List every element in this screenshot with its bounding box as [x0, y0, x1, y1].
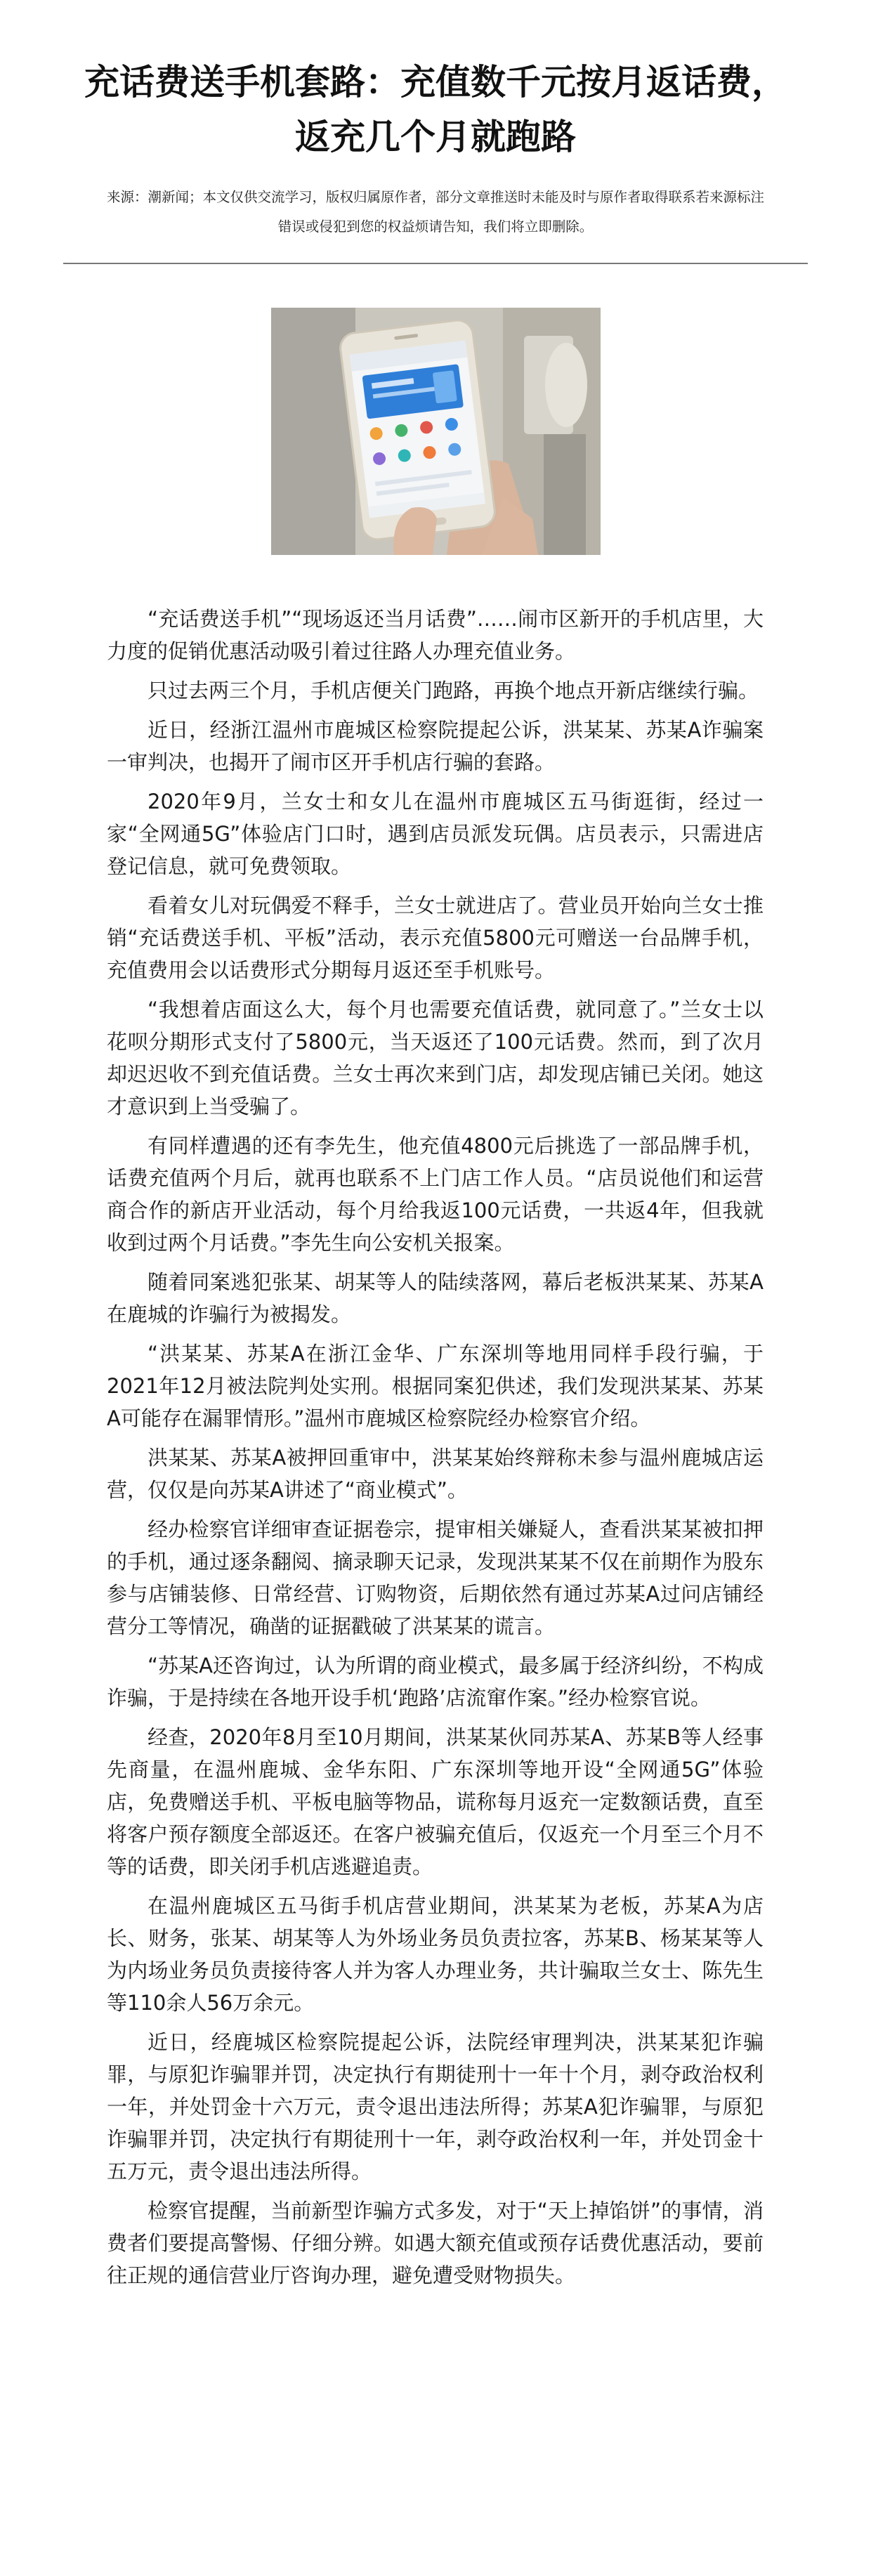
paragraph: 检察官提醒，当前新型诈骗方式多发，对于“天上掉馅饼”的事情，消费者们要提高警惕、仔细分辨。如遇大额充值或预存话费优惠活动，要前往正规的通信营业厅咨询办理，避免遭受财物损失。 [107, 2199, 764, 2287]
paragraph: 只过去两三个月，手机店便关门跑路，再换个地点开新店继续行骗。 [148, 679, 759, 702]
paragraph: 2020年9月，兰女士和女儿在温州市鹿城区五马街逛街，经过一家“全网通5G”体验店门口时，遇到店员派发玩偶。店员表示，只需进店登记信息，就可免费领取。 [107, 790, 764, 878]
phone-in-hand-illustration [271, 308, 601, 555]
paragraph: 近日，经鹿城区检察院提起公诉，法院经审理判决，洪某某犯诈骗罪，与原犯诈骗罪并罚，决定执行有期徒刑十一年十个月，剥夺政治权利一年，并处罚金十六万元，责令退出违法所得；苏某A犯诈骗罪，与原犯诈骗罪并罚，决定执行有期徒刑十一年，剥夺政治权利一年，并处罚金十五万元，责令退出违法所得。 [107, 2030, 764, 2183]
paragraph: “我想着店面这么大，每个月也需要充值话费，就同意了。”兰女士以花呗分期形式支付了5800元，当天返还了100元话费。然而，到了次月却迟迟收不到充值话费。兰女士再次来到门店，却发现店铺已关闭。她这才意识到上当受骗了。 [107, 998, 764, 1118]
paragraph: 近日，经浙江温州市鹿城区检察院提起公诉，洪某某、苏某A诈骗案一审判决，也揭开了闹市区开手机店行骗的套路。 [107, 718, 764, 774]
paragraph: “充话费送手机”“现场返还当月话费”……闹市区新开的手机店里，大力度的促销优惠活动吸引着过往路人办理充值业务。 [107, 607, 764, 663]
paragraph: 经办检察官详细审查证据卷宗，提审相关嫌疑人，查看洪某某被扣押的手机，通过逐条翻阅、摘录聊天记录，发现洪某某不仅在前期作为股东参与店铺装修、日常经营、订购物资，后期依然有通过苏某A过问店铺经营分工等情况，确凿的证据戳破了洪某某的谎言。 [107, 1517, 764, 1638]
article-photo [271, 308, 601, 555]
paragraph: 在温州鹿城区五马街手机店营业期间，洪某某为老板，苏某A为店长、财务，张某、胡某等人为外场业务员负责拉客，苏某B、杨某某等人为内场业务员负责接待客人并为客人办理业务，共计骗取兰女士、陈先生等110余人56万余元。 [107, 1894, 764, 2015]
title-divider [63, 263, 808, 264]
paragraph: 看着女儿对玩偶爱不释手，兰女士就进店了。营业员开始向兰女士推销“充话费送手机、平板”活动，表示充值5800元可赠送一台品牌手机，充值费用会以话费形式分期每月返还至手机账号。 [107, 894, 764, 982]
article-title: 充话费送手机套路：充值数千元按月返话费，返充几个月就跑路 [84, 62, 787, 157]
source-disclaimer: 来源：潮新闻；本文仅供交流学习，版权归属原作者，部分文章推送时未能及时与原作者取得联系若来源标注错误或侵犯到您的权益烦请告知，我们将立即删除。 [106, 189, 764, 235]
paragraph: “洪某某、苏某A在浙江金华、广东深圳等地用同样手段行骗，于2021年12月被法院判处实刑。根据同案犯供述，我们发现洪某某、苏某A可能存在漏罪情形。”温州市鹿城区检察院经办检察官介绍。 [107, 1342, 764, 1430]
paragraph: 经查，2020年8月至10月期间，洪某某伙同苏某A、苏某B等人经事先商量，在温州鹿城、金华东阳、广东深圳等地开设“全网通5G”体验店，免费赠送手机、平板电脑等物品，谎称每月返充一定数额话费，直至将客户预存额度全部返还。在客户被骗充值后，仅返充一个月至三个月不等的话费，即关闭手机店逃避追责。 [107, 1725, 764, 1878]
paragraph: 洪某某、苏某A被押回重审中，洪某某始终辩称未参与温州鹿城店运营，仅仅是向苏某A讲述了“商业模式”。 [107, 1446, 764, 1502]
paragraph: 有同样遭遇的还有李先生，他充值4800元后挑选了一部品牌手机，话费充值两个月后，就再也联系不上门店工作人员。“店员说他们和运营商合作的新店开业活动，每个月给我返100元话费，一共返4年，但我就收到过两个月话费。”李先生向公安机关报案。 [107, 1134, 764, 1255]
article-body [107, 603, 764, 2299]
paragraph: “苏某A还咨询过，认为所谓的商业模式，最多属于经济纠纷，不构成诈骗，于是持续在各地开设手机‘跑路’店流窜作案。”经办检察官说。 [107, 1654, 764, 1710]
paragraph: 随着同案逃犯张某、胡某等人的陆续落网，幕后老板洪某某、苏某A在鹿城的诈骗行为被揭发。 [107, 1270, 764, 1326]
